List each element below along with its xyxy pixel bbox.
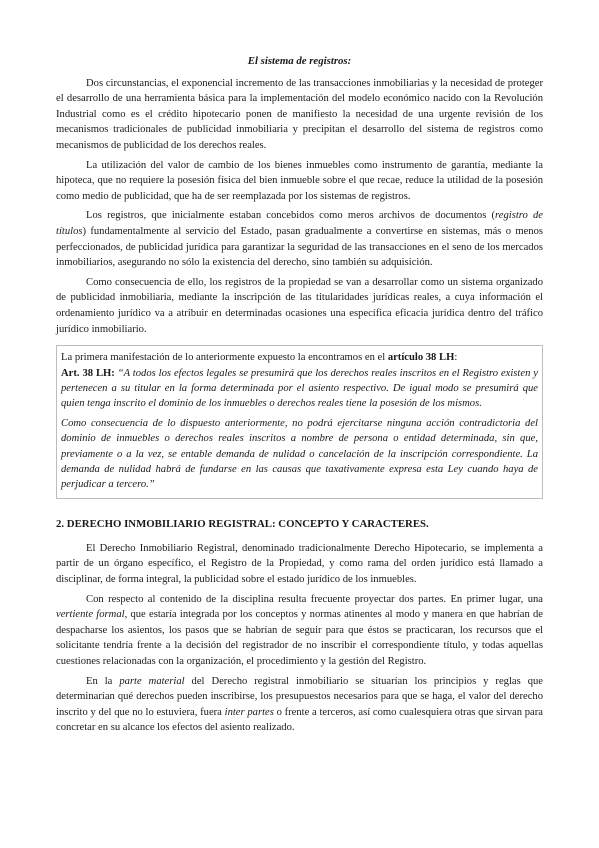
paragraph-7 <box>56 674 543 736</box>
quote-intro-article: artículo 38 LH <box>387 352 455 364</box>
quote-intro-colon: : <box>454 352 458 364</box>
document-content <box>56 54 543 736</box>
paragraph-1: Dos circunstancias, el exponencial incremento de las transacciones inmobiliarias y la necesidad de proteger el desarrollo de una herramienta básica para la implementación del modelo económico nacido con la Revolución Industrial como es el crédito hipotecario ponen de manifiesto la necesidad de una urgente revisión de los mecanismos tradicionales de publicidad inmobiliaria y precipitan el desarrollo del sistema de registros como mecanismos de publicidad de los derechos reales. <box>56 77 543 151</box>
paragraph-5: El Derecho Inmobiliario Registral, denominado tradicionalmente Derecho Hipotecario, se implementa a partir de un órgano específico, el Registro de la Propiedad, y como rama del orden jurídico está llamado a disciplinar, de forma integral, la publicidad sobre el estado jurídico de los inmuebles. <box>56 542 543 585</box>
paragraph-3-italic: registro de títulos <box>56 210 543 237</box>
quote-intro-text: La primera manifestación de lo anteriormente expuesto la encontramos en el <box>61 352 388 364</box>
quote-intro <box>61 350 538 365</box>
section-heading-2: 2. DERECHO INMOBILIARIO REGISTRAL: CONCEPTO Y CARACTERES. <box>56 517 429 530</box>
paragraph-4: Como consecuencia de ello, los registros de la propiedad se van a desarrollar como un sistema organizado de publicidad inmobiliaria, mediante la inscripción de las titularidades jurídicas reales, a cuya información el ordenamiento jurídico va a atribuir en determinadas ocasiones una específica eficacia jurídica dentro del tráfico jurídico inmobiliario. <box>56 276 543 335</box>
article-label: Art. 38 LH: <box>61 367 115 379</box>
paragraph-7-text-a: En la <box>86 675 120 687</box>
paragraph-7-italic-1: parte material <box>119 675 185 687</box>
paragraph-6-text-b: , que estaría integrada por los conceptos y normas atinentes al modo y manera en que habrían de despacharse los asientos, los pasos que se habrían de seguir para que éstos se practicaran, los recursos que el solicitante tendría frente a la decisión del registrador de no inscribir el correspondiente título, y todas aquellas cuestiones relacionadas con la organización, el procedimiento y la gestión del Registro. <box>56 609 543 667</box>
paragraph-2: La utilización del valor de cambio de los bienes inmuebles como instrumento de garantía, mediante la hipoteca, que no requiere la posesión física del bien inmueble sobre el que recae, reduce la utilidad de la posesión como medio de publicidad, que ha de ser reemplazada por los sistemas de registros. <box>56 159 543 202</box>
paragraph-3 <box>56 208 543 270</box>
article-quote-1 <box>61 366 538 412</box>
section-title: El sistema de registros: <box>247 55 352 67</box>
paragraph-7-text-b: del Derecho registral inmobiliario se situarían los principios y reglas que determinarían qué derechos pueden inscribirse, los presupuestos necesarios para que se haga, el valor del derecho inscrito y del que no lo estuviera, fuera <box>56 675 543 718</box>
paragraph-6-text-a: Con respecto al contenido de la disciplina resulta frecuente proyectar dos partes. En primer lugar, una <box>86 593 543 605</box>
paragraph-3-text-b: ) fundamentalmente al servicio del Estado, pasan gradualmente a convertirse en sistemas, más o menos perfeccionados, de publicidad jurídica para garantizar la seguridad de las transacciones en el seno de los mercados inmobiliarios, asegurando no sólo la existencia del derecho, sino también su adquisición. <box>56 225 543 269</box>
paragraph-7-italic-2: inter partes <box>224 706 274 718</box>
article-quote-box <box>56 345 543 499</box>
article-quote-1-text: “A todos los efectos legales se presumirá que los derechos reales inscritos en el Registro existen y pertenecen a su titular en la forma determinada por el asiento respectivo. De igual modo se presumirá que quien tenga inscrito el dominio de los inmuebles o derechos reales tiene la posesión de los mismos. <box>61 367 538 410</box>
paragraph-6-italic: vertiente formal <box>56 609 125 621</box>
paragraph-3-text-a: Los registros, que inicialmente estaban concebidos como meros archivos de documentos ( <box>86 210 496 222</box>
paragraph-7-text-c: o frente a terceros, así como cualesquiera otras que sirvan para concretar en su alcance los efectos del asiento realizado. <box>56 706 543 734</box>
article-quote-2: Como consecuencia de lo dispuesto anteriormente, no podrá ejercitarse ninguna acción contradictoria del dominio de inmuebles o derechos reales inscritos a nombre de persona o entidad determinada, sin que, previamente o a la vez, se entable demanda de nulidad o cancelación de la inscripción correspondiente. La demanda de nulidad habrá de fundarse en las causas que taxativamente expresa esta Ley cuando haya de perjudicar a tercero.” <box>61 417 538 491</box>
paragraph-6 <box>56 592 543 670</box>
